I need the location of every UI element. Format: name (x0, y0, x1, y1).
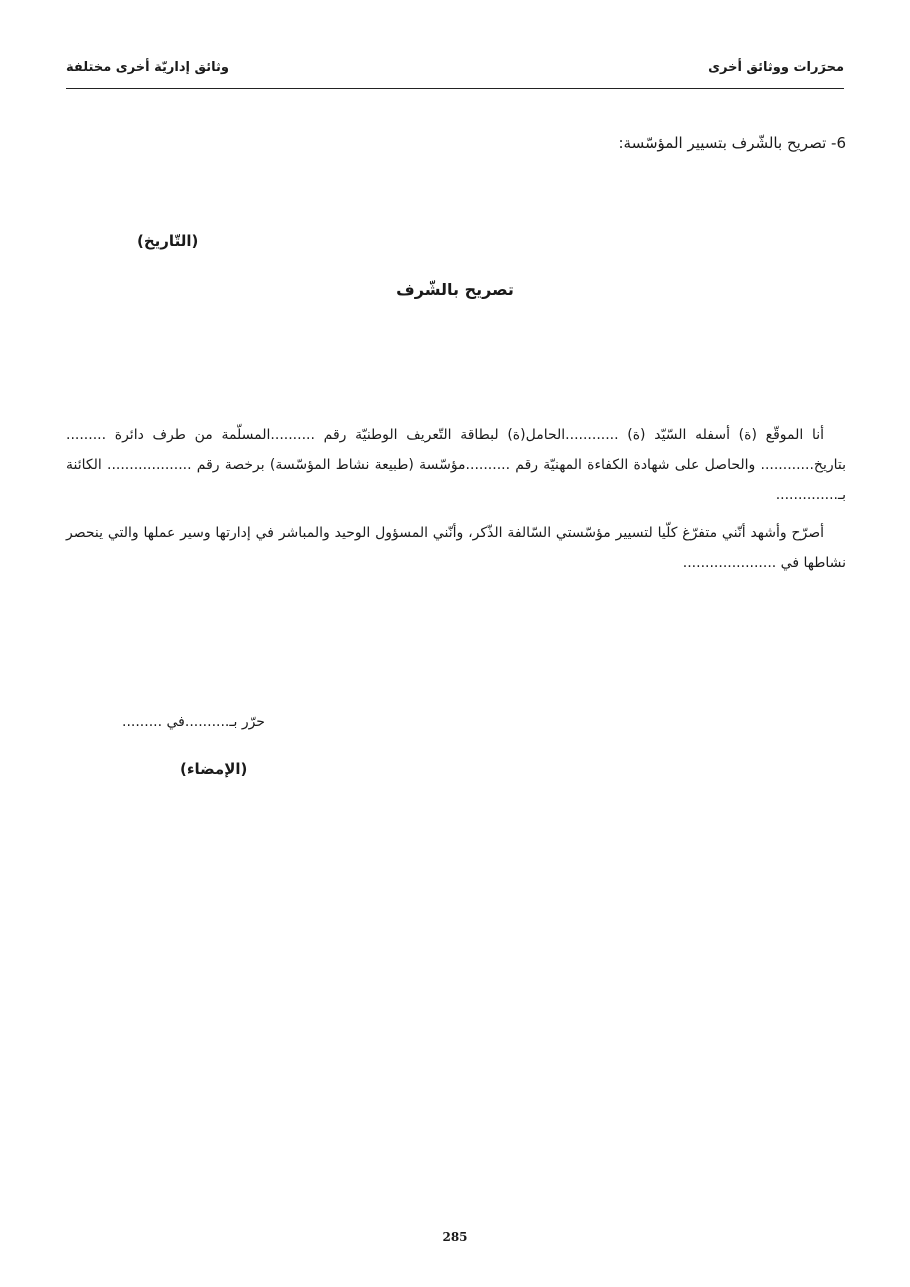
header-section-title: وثائق إداريّة أخرى مختلفة (66, 60, 229, 75)
page-number: 285 (442, 1230, 468, 1244)
declaration-paragraph-statement: أصرّح وأشهد أنّني متفرّغ كلّيا لتسيير مؤسّستي السّالفة الذّكر، وأنّني المسؤول الوحيد والمباشر في إدارتها وسير عملها والتي ينحصر نشاطها في ..................... (66, 525, 846, 571)
page-header (66, 56, 844, 89)
header-chapter-title: محرَرات ووثائق أخرى (708, 60, 844, 75)
declaration-body (66, 420, 846, 578)
declaration-paragraph-identity: أنا الموقّع (ة) أسفله السّيّد (ة) ............الحامل(ة) لبطاقة التّعريف الوطنيّة رقم ..........المسلّمة من طرف دائرة ......... بتاريخ............ والحاصل على شهادة الكفاءة المهنيّة رقم ..........مؤسّسة (طبيعة نشاط المؤسّسة) برخصة رقم ................... الكائنة بـ.............. (66, 427, 846, 503)
section-heading: 6- تصريح بالشّرف بتسيير المؤسّسة: (618, 134, 846, 152)
signature-label: (الإمضاء) (180, 760, 248, 778)
place-and-date-line: حرّر بـ..........في ......... (122, 714, 265, 730)
document-title: تصريح بالشّرف (396, 280, 514, 299)
date-placeholder: (التّاريخ) (137, 232, 199, 250)
